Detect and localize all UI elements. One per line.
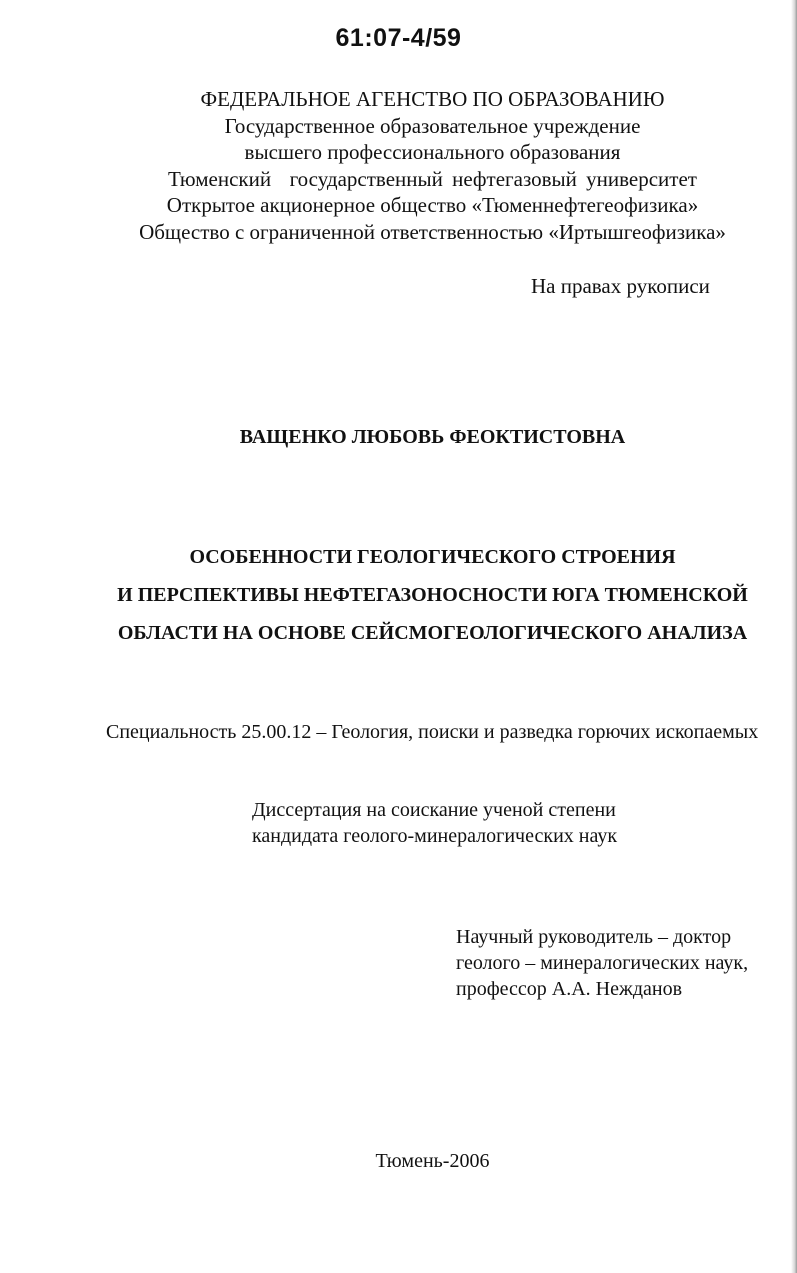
title-line: ОСОБЕННОСТИ ГЕОЛОГИЧЕСКОГО СТРОЕНИЯ [189, 546, 676, 568]
title-line: ОБЛАСТИ НА ОСНОВЕ СЕЙСМОГЕОЛОГИЧЕСКОГО АНАЛИЗА [117, 622, 748, 644]
supervisor-line: Научный руководитель – доктор [456, 926, 732, 948]
dissertation-title [0, 538, 797, 652]
specialty-line: Специальность 25.00.12 – Геология, поиски и разведка горючих ископаемых [106, 721, 759, 743]
supervisor-line: профессор А.А. Нежданов [456, 978, 683, 1000]
supervisor-block [456, 924, 748, 1002]
degree-statement [252, 797, 617, 849]
organization-line: Тюменский государственный нефтегазовый университет [168, 166, 697, 191]
library-stamp-number: 61:07-4/59 [335, 24, 462, 52]
organization-block [0, 86, 797, 245]
degree-line: кандидата геолого-минералогических наук [252, 825, 618, 847]
organization-line: ФЕДЕРАЛЬНОЕ АГЕНСТВО ПО ОБРАЗОВАНИЮ [200, 87, 665, 111]
organization-line: Общество с ограниченной ответственностью «Иртышгеофизика» [139, 219, 726, 244]
manuscript-rights-note: На правах рукописи [531, 274, 710, 298]
degree-line: Диссертация на соискание ученой степени [252, 799, 616, 821]
author-name: ВАЩЕНКО ЛЮБОВЬ ФЕОКТИСТОВНА [239, 426, 626, 448]
organization-line: Государственное образовательное учреждение [224, 113, 641, 138]
supervisor-line: геолого – минералогических наук, [456, 952, 749, 974]
organization-line: высшего профессионального образования [244, 140, 621, 164]
title-line: И ПЕРСПЕКТИВЫ НЕФТЕГАЗОНОСНОСТИ ЮГА ТЮМЕНСКОЙ [117, 584, 748, 606]
organization-line: Открытое акционерное общество «Тюменнефтегеофизика» [166, 193, 699, 217]
city-year: Тюмень-2006 [375, 1150, 490, 1172]
